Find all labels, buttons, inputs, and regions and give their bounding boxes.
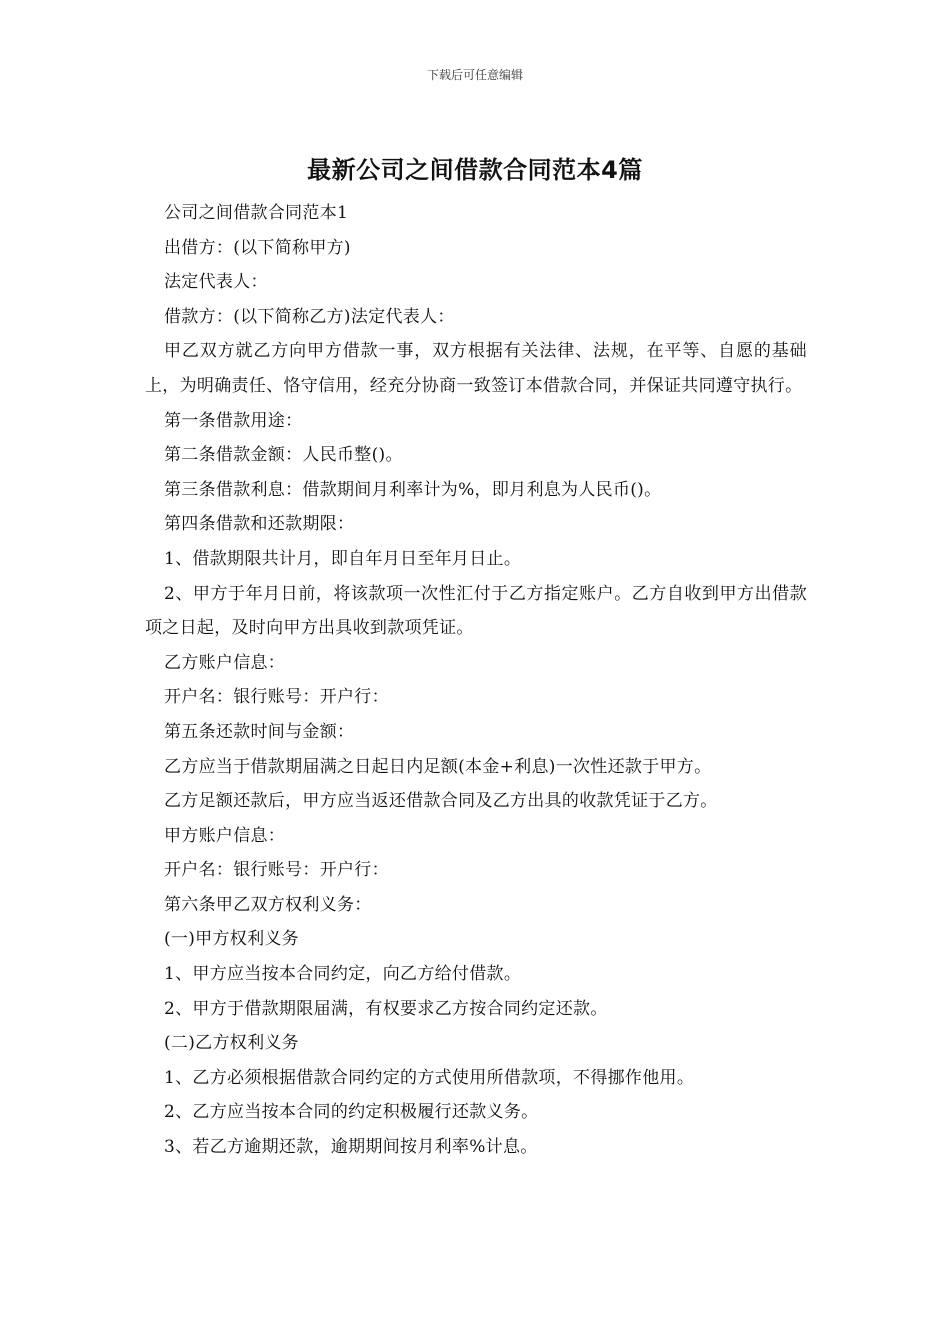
paragraph: 3、若乙方逾期还款，逾期期间按月利率%计息。 — [164, 1137, 538, 1158]
paragraph: 第六条甲乙双方权利义务： — [164, 894, 372, 915]
paragraph: 甲乙双方就乙方向甲方借款一事，双方根据有关法律、法规，在平等、自愿的基础上，为明确责任、恪守信用，经充分协商一致签订本借款合同，并保证共同遵守执行。 — [145, 341, 807, 396]
paragraph: 第五条还款时间与金额： — [164, 721, 355, 742]
paragraph: 第三条借款利息：借款期间月利率计为%，即月利息为人民币()。 — [164, 479, 662, 500]
paragraph: 2、甲方于借款期限届满，有权要求乙方按合同约定还款。 — [164, 998, 608, 1019]
paragraph: 2、乙方应当按本合同的约定积极履行还款义务。 — [164, 1102, 539, 1123]
document-title: 最新公司之间借款合同范本4篇 — [307, 156, 643, 184]
paragraph: (二)乙方权利义务 — [164, 1033, 299, 1054]
paragraph: 1、乙方必须根据借款合同约定的方式使用所借款项，不得挪作他用。 — [164, 1067, 695, 1088]
paragraph: 乙方足额还款后，甲方应当返还借款合同及乙方出具的收款凭证于乙方。 — [164, 791, 718, 812]
paragraph: 借款方：(以下简称乙方)法定代表人： — [164, 306, 455, 327]
paragraph: 出借方：(以下简称甲方) — [164, 237, 351, 258]
paragraph: 1、甲方应当按本合同约定，向乙方给付借款。 — [164, 964, 522, 985]
paragraph: 第一条借款用途： — [164, 410, 303, 431]
paragraph: 第二条借款金额：人民币整()。 — [164, 445, 403, 466]
paragraph: 1、借款期限共计月，即自年月日至年月日止。 — [164, 548, 522, 569]
paragraph: 开户名：银行账号：开户行： — [164, 687, 389, 708]
paragraph: 乙方应当于借款期届满之日起日内足额(本金+利息)一次性还款于甲方。 — [164, 756, 712, 777]
paragraph: 开户名：银行账号：开户行： — [164, 860, 389, 881]
paragraph: 乙方账户信息： — [164, 652, 286, 673]
paragraph: 甲方账户信息： — [164, 825, 286, 846]
paragraph: 公司之间借款合同范本1 — [164, 203, 349, 223]
paragraph: 法定代表人： — [164, 272, 268, 293]
document-body — [145, 196, 807, 1165]
page-header-note: 下载后可任意编辑 — [426, 68, 523, 82]
paragraph: 第四条借款和还款期限： — [164, 514, 355, 535]
paragraph: 2、甲方于年月日前，将该款项一次性汇付于乙方指定账户。乙方自收到甲方出借款项之日起，及时向甲方出具收到款项凭证。 — [145, 583, 807, 639]
paragraph: (一)甲方权利义务 — [164, 929, 299, 950]
